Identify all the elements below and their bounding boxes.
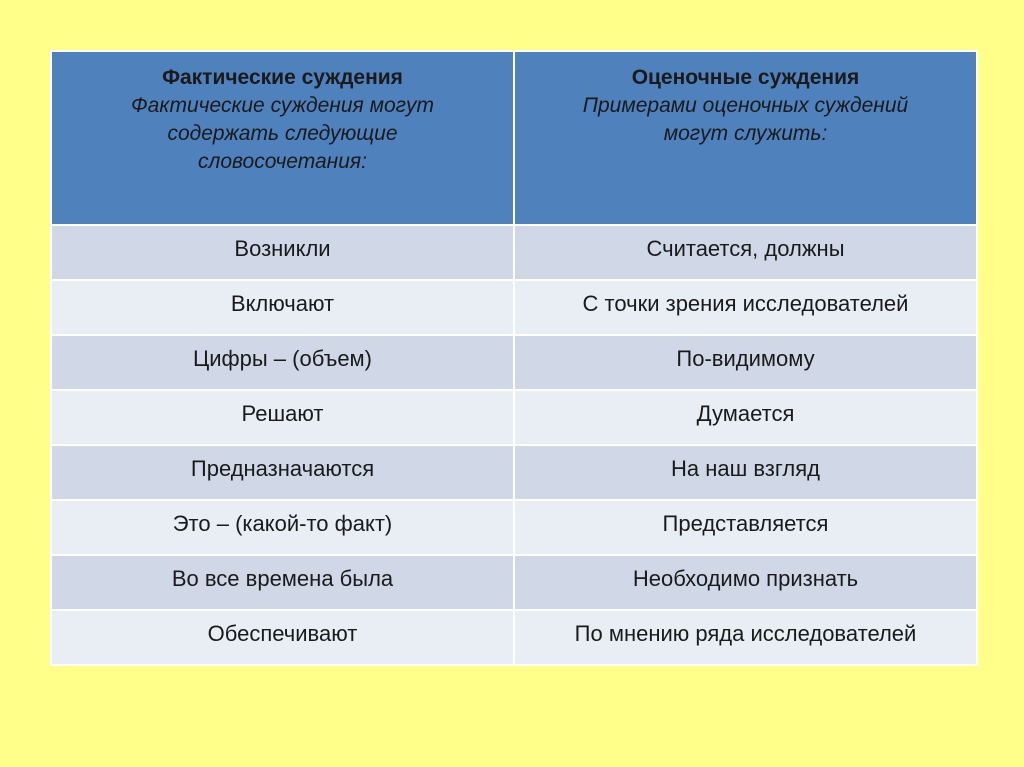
factual-cell: Цифры – (объем) bbox=[51, 335, 514, 390]
factual-cell: Решают bbox=[51, 390, 514, 445]
factual-cell: Во все времена была bbox=[51, 555, 514, 610]
table-header-row bbox=[51, 51, 977, 225]
evaluative-cell: Думается bbox=[514, 390, 977, 445]
factual-cell: Обеспечивают bbox=[51, 610, 514, 665]
evaluative-cell: По-видимому bbox=[514, 335, 977, 390]
header-evaluative-title: Оценочные суждения bbox=[631, 66, 860, 89]
evaluative-cell: С точки зрения исследователей bbox=[514, 280, 977, 335]
header-factual-title: Фактические суждения bbox=[162, 66, 403, 89]
evaluative-cell: Считается, должны bbox=[514, 225, 977, 280]
factual-cell: Это – (какой-то факт) bbox=[51, 500, 514, 555]
header-evaluative-subtitle: Примерами оценочных суждений могут служить: bbox=[582, 94, 909, 145]
factual-cell: Возникли bbox=[51, 225, 514, 280]
evaluative-cell: На наш взгляд bbox=[514, 445, 977, 500]
evaluative-cell: Представляется bbox=[514, 500, 977, 555]
table-row bbox=[51, 445, 977, 500]
header-factual bbox=[51, 51, 514, 225]
table-row bbox=[51, 335, 977, 390]
factual-cell: Предназначаются bbox=[51, 445, 514, 500]
evaluative-cell: Необходимо признать bbox=[514, 555, 977, 610]
evaluative-cell: По мнению ряда исследователей bbox=[514, 610, 977, 665]
table-row bbox=[51, 390, 977, 445]
table-row bbox=[51, 555, 977, 610]
table-row bbox=[51, 610, 977, 665]
table-row bbox=[51, 500, 977, 555]
factual-cell: Включают bbox=[51, 280, 514, 335]
header-evaluative bbox=[514, 51, 977, 225]
header-factual-subtitle: Фактические суждения могут содержать следующие словосочетания: bbox=[130, 94, 435, 173]
table-row bbox=[51, 280, 977, 335]
table-row bbox=[51, 225, 977, 280]
judgments-table bbox=[50, 50, 978, 666]
